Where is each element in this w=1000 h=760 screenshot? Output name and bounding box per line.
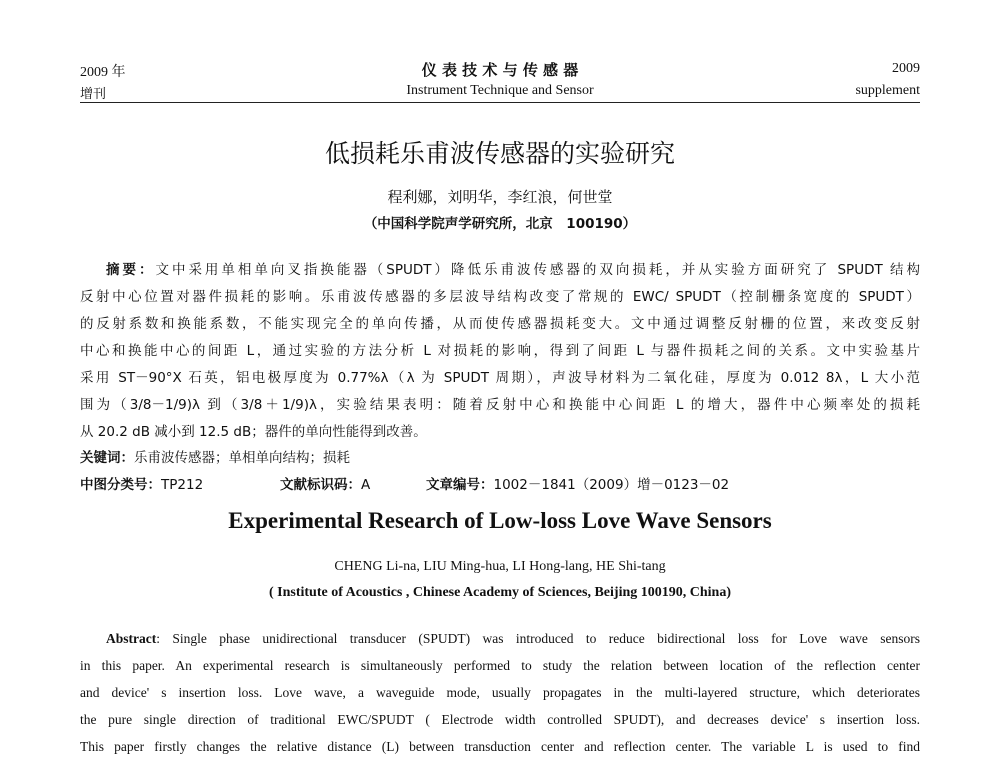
abstract-cn-line: 中心和换能中心的间距 L，通过实验的方法分析 L 对损耗的影响，得到了间距 L 与器件损耗之间的关系。文中实验基片 <box>80 343 920 359</box>
header-rule <box>80 102 920 103</box>
abstract-cn-line: 摘要：文中采用单相单向叉指换能器（SPUDT）降低乐甫波传感器的双向损耗，并从实验方面研究了 SPUDT 结构 <box>106 262 920 278</box>
affiliation-en: ( Institute of Acoustics , Chinese Academy of Sciences, Beijing 100190, China) <box>269 585 731 600</box>
article-number-cn: 文章编号：1002－1841（2009）增－0123－02 <box>426 477 730 493</box>
abstract-en-line: in this paper. An experimental research is simultaneously performed to study the relation between location of the reflection center <box>80 658 920 673</box>
abstract-en-label: Abstract <box>106 631 157 646</box>
abstract-cn-line: 从 20.2 dB 减小到 12.5 dB；器件的单向性能得到改善。 <box>80 424 427 440</box>
authors-en: CHENG Li-na, LIU Ming-hua, LI Hong-lang, HE Shi-tang <box>334 559 666 574</box>
classification-cn: 中图分类号：TP212 <box>80 477 204 493</box>
journal-name-cn: 仪 表 技 术 与 传 感 器 <box>421 61 579 79</box>
abstract-cn-line: 围为（3/8－1/9)λ 到（3/8＋1/9)λ，实验结果表明：随着反射中心和换能中心间距 L 的增大，器件中心频率处的损耗 <box>80 397 920 413</box>
header-issue-left: 增刊 <box>80 87 107 102</box>
abstract-cn-line: 反射中心位置对器件损耗的影响。乐甫波传感器的多层波导结构改变了常规的 EWC/ SPUDT（控制栅条宽度的 SPUDT） <box>80 289 920 305</box>
journal-name-en: Instrument Technique and Sensor <box>406 83 594 98</box>
abstract-cn-label: 摘要： <box>106 262 156 278</box>
affiliation-cn: （中国科学院声学研究所，北京 100190） <box>363 216 637 232</box>
header-issue-right: supplement <box>855 83 920 98</box>
document-code-cn: 文献标识码：A <box>280 477 371 493</box>
abstract-en-line: This paper firstly changes the relative distance (L) between transduction center and reflection center. The variable L is used to find <box>80 739 920 754</box>
title-en: Experimental Research of Low-loss Love Wave Sensors <box>228 508 772 533</box>
authors-cn: 程利娜，刘明华，李红浪，何世堂 <box>387 188 613 206</box>
abstract-cn-line: 的反射系数和换能系数，不能实现完全的单向传播，从而使传感器损耗变大。文中通过调整反射栅的位置，来改变反射 <box>80 316 920 332</box>
header-year-left: 2009 年 <box>80 65 126 80</box>
abstract-en-line: Abstract: Single phase unidirectional transducer (SPUDT) was introduced to reduce bidirectional loss for Love wave sensors <box>106 631 920 646</box>
abstract-en-line: and device' s insertion loss. Love wave, a waveguide mode, usually propagates in the multi-layered structure, which deteriorates <box>80 685 920 700</box>
title-cn: 低损耗乐甫波传感器的实验研究 <box>324 139 675 168</box>
header-year-right: 2009 <box>892 61 920 76</box>
keywords-cn: 关键词：乐甫波传感器；单相单向结构；损耗 <box>80 450 350 466</box>
abstract-en-line: the pure single direction of traditional EWC/SPUDT ( Electrode width controlled SPUDT), and decreases device' s insertion loss. <box>80 712 920 727</box>
abstract-cn-line: 采用 ST－90°X 石英，铝电极厚度为 0.77%λ（λ 为 SPUDT 周期），声波导材料为二氧化硅，厚度为 0.012 8λ，L 大小范 <box>80 370 920 386</box>
